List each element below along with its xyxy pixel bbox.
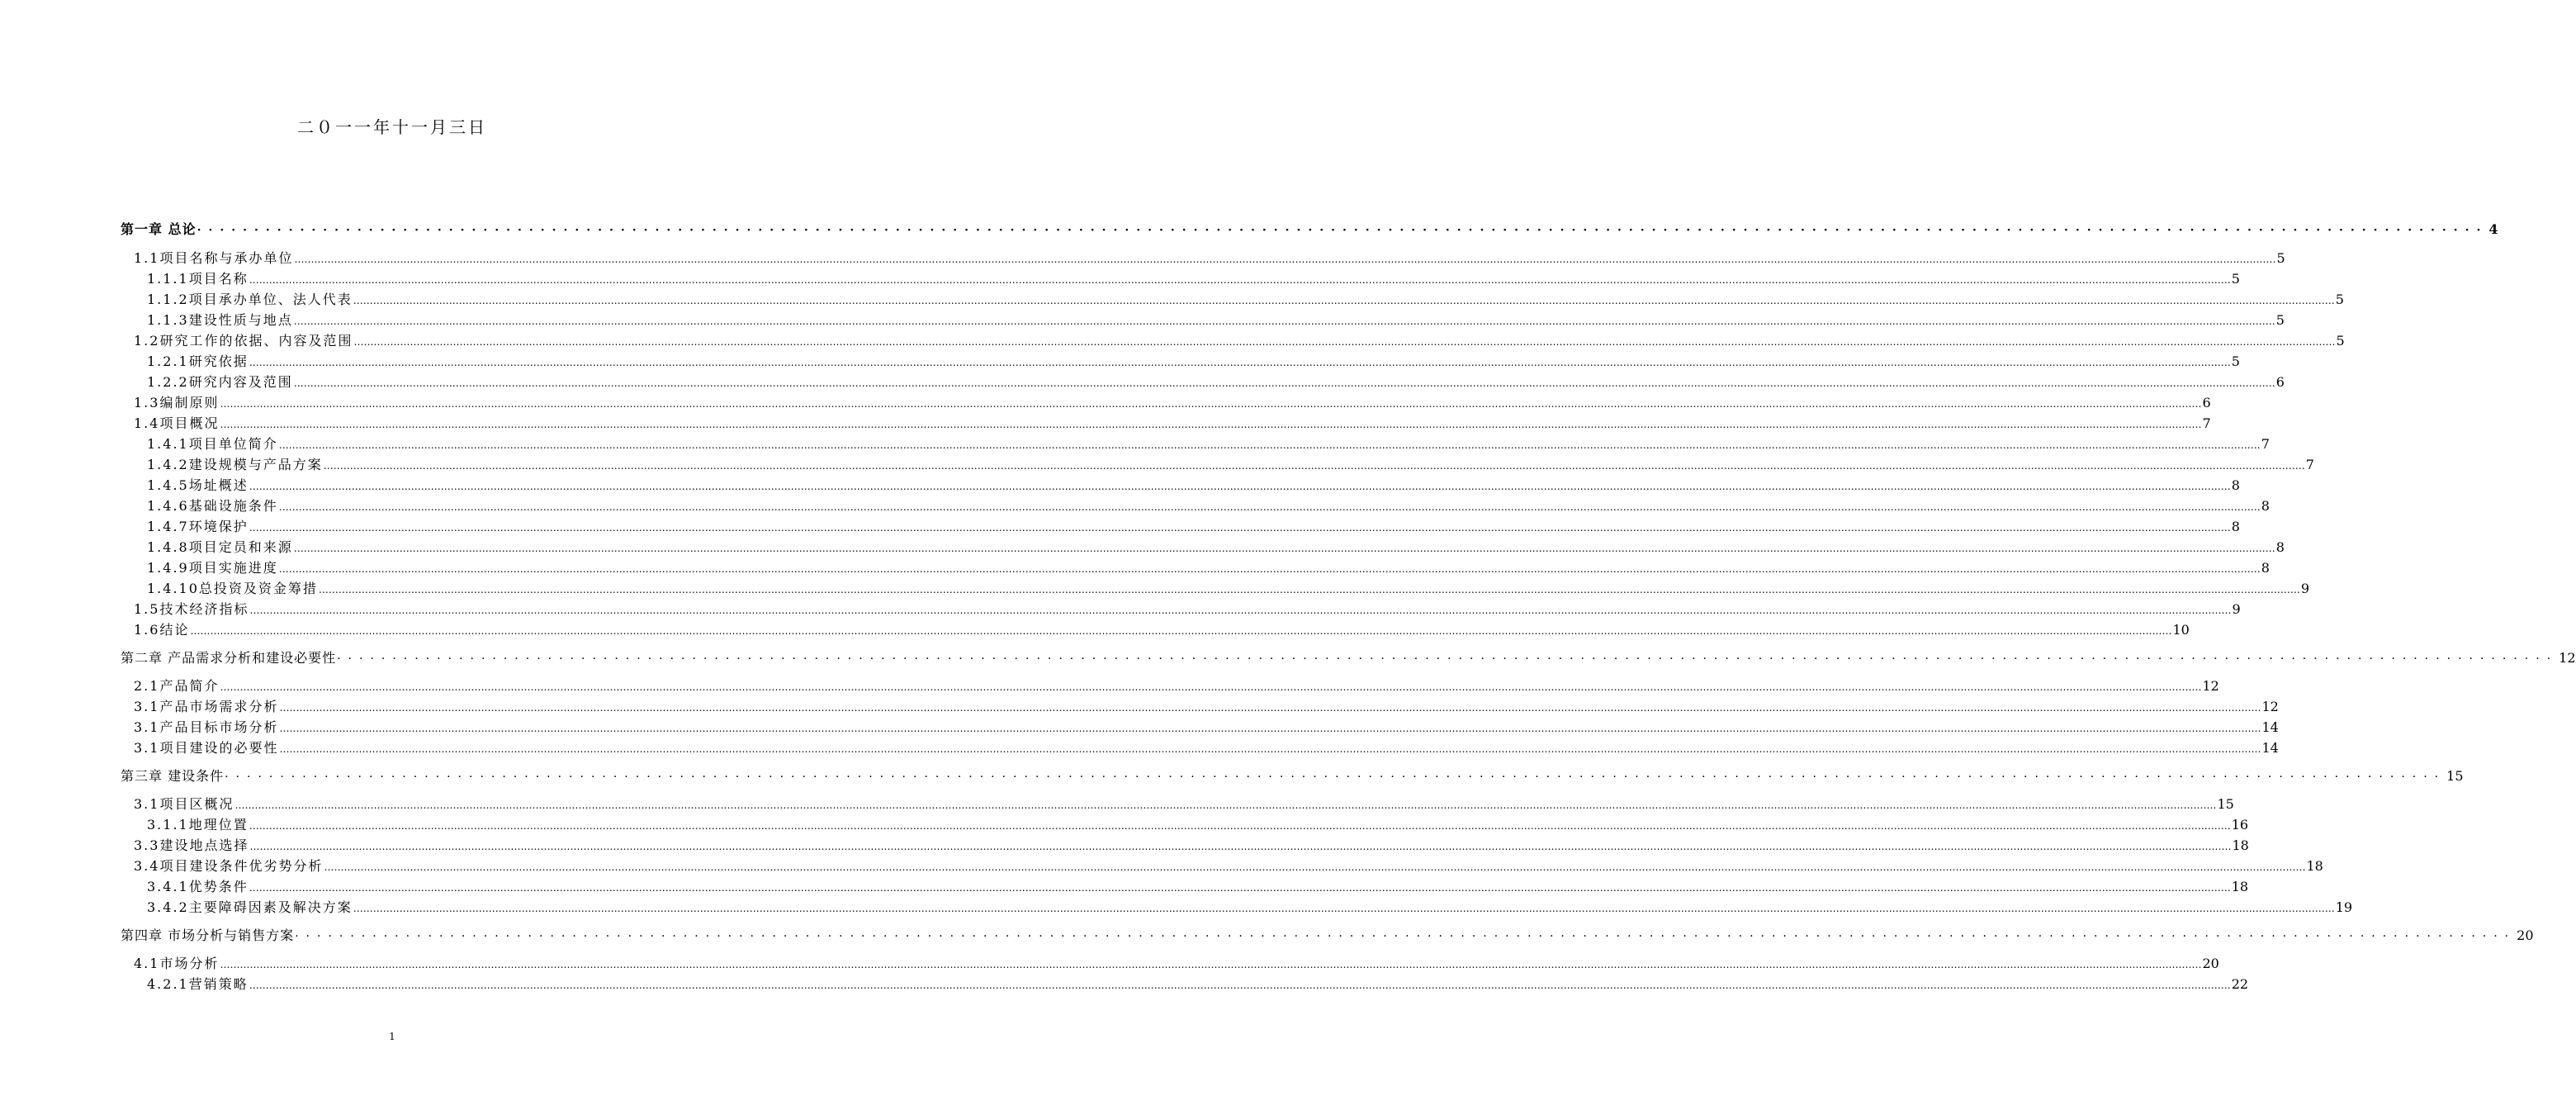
toc-leader-dots: …………………………………………………………………………………………………………………………………………………………………………………………………………………………………………………………………………………………………………………………………………………………………………………………………………………………………………………………………………………………………………………………………………………… bbox=[278, 439, 2261, 451]
toc-entry-row[interactable] bbox=[147, 581, 2310, 597]
toc-page-number: 8 bbox=[2261, 498, 2270, 514]
toc-entry-label: 1.4.10总投资及资金筹措 bbox=[147, 581, 318, 596]
toc-page-number: 5 bbox=[2276, 250, 2285, 266]
toc-leader-dots: …………………………………………………………………………………………………………………………………………………………………………………………………………………………………………………………………………………………………………………………………………………………………………………………………………………………………………………………………………………………………………………………………………………… bbox=[278, 501, 2261, 513]
report-date: 二０一一年十一月三日 bbox=[297, 117, 487, 137]
toc-entry-row[interactable] bbox=[134, 395, 2211, 411]
toc-page-number: 7 bbox=[2202, 415, 2211, 431]
toc-leader-dots: …………………………………………………………………………………………………………………………………………………………………………………………………………………………………………………………………………………………………………………………………………………………………………………………………………………………………………………………………………………………………………………………………………………… bbox=[293, 377, 2275, 389]
toc-leader-dots: …………………………………………………………………………………………………………………………………………………………………………………………………………………………………………………………………………………………………………………………………………………………………………………………………………………………………………………………………………………………………………………………………………………… bbox=[220, 681, 2202, 693]
toc-entry-label: 第三章 建设条件 bbox=[121, 768, 225, 784]
toc-entry-label: 1.4.7环境保护 bbox=[147, 519, 249, 534]
toc-entry-label: 3.1项目建设的必要性 bbox=[134, 740, 279, 756]
toc-entry-label: 1.4.1项目单位简介 bbox=[147, 436, 278, 452]
toc-entry-label: 4.1市场分析 bbox=[134, 956, 220, 971]
toc-entry-label: 3.3建设地点选择 bbox=[134, 837, 249, 853]
page-number: 1 bbox=[389, 1031, 395, 1042]
toc-leader-dots: …………………………………………………………………………………………………………………………………………………………………………………………………………………………………………………………………………………………………………………………………………………………………………………………………………………………………………………………………………………………………………………………………………………… bbox=[249, 481, 2231, 492]
toc-page-number: 8 bbox=[2231, 519, 2240, 534]
toc-page-number: 4 bbox=[2488, 221, 2498, 237]
toc-entry-label: 3.1产品目标市场分析 bbox=[134, 719, 279, 735]
toc-entry-row[interactable] bbox=[134, 699, 2279, 715]
toc-page-number: 12 bbox=[2261, 699, 2279, 714]
toc-leader-dots: …………………………………………………………………………………………………………………………………………………………………………………………………………………………………………………………………………………………………………………………………………………………………………………………………………………………………………………………………………………………………………………………………………………… bbox=[323, 460, 2305, 472]
toc-page-number: 5 bbox=[2231, 271, 2240, 287]
toc-entry-label: 3.4.1优势条件 bbox=[147, 879, 249, 894]
toc-entry-label: 1.5技术经济指标 bbox=[134, 601, 249, 617]
toc-page-number: 5 bbox=[2336, 333, 2345, 349]
toc-entry-row[interactable] bbox=[147, 817, 2249, 833]
toc-entry-row[interactable] bbox=[134, 956, 2219, 972]
toc-entry-label: 3.4.2主要障碍因素及解决方案 bbox=[147, 899, 353, 915]
toc-page-number: 14 bbox=[2261, 740, 2279, 756]
toc-leader-dots: …………………………………………………………………………………………………………………………………………………………………………………………………………………………………………………………………………………………………………………………………………………………………………………………………………………………………………………………………………………………………………………………………………………… bbox=[234, 799, 2217, 811]
toc-entry-row[interactable] bbox=[134, 678, 2219, 695]
toc-entry-label: 1.4.6基础设施条件 bbox=[147, 498, 278, 514]
toc-leader-dots: …………………………………………………………………………………………………………………………………………………………………………………………………………………………………………………………………………………………………………………………………………………………………………………………………………………………………………………………………………………………………………………………………………………… bbox=[190, 625, 2172, 637]
toc-leader-dots: ········································································································································································································ bbox=[337, 652, 2559, 666]
toc-entry-row[interactable] bbox=[147, 457, 2314, 473]
toc-page-number: 7 bbox=[2305, 457, 2314, 472]
toc-entry-label: 1.6结论 bbox=[134, 622, 190, 638]
toc-entry-row[interactable] bbox=[134, 415, 2211, 432]
toc-leader-dots: …………………………………………………………………………………………………………………………………………………………………………………………………………………………………………………………………………………………………………………………………………………………………………………………………………………………………………………………………………………………………………………………………………………… bbox=[220, 959, 2202, 970]
toc-entry-label: 3.4项目建设条件优劣势分析 bbox=[134, 858, 324, 874]
toc-leader-dots: …………………………………………………………………………………………………………………………………………………………………………………………………………………………………………………………………………………………………………………………………………………………………………………………………………………………………………………………………………………………………………………………………………………… bbox=[249, 522, 2231, 534]
toc-entry-label: 1.2研究工作的依据、内容及范围 bbox=[134, 333, 353, 349]
toc-entry-label: 2.1产品简介 bbox=[134, 678, 220, 694]
toc-entry-row[interactable] bbox=[147, 976, 2249, 993]
toc-entry-row[interactable] bbox=[134, 622, 2190, 638]
toc-page-number: 9 bbox=[2232, 601, 2241, 617]
toc-page-number: 8 bbox=[2261, 560, 2270, 576]
toc-page-number: 10 bbox=[2172, 622, 2190, 638]
toc-entry-row[interactable] bbox=[134, 858, 2323, 875]
toc-entry-label: 1.4项目概况 bbox=[134, 415, 220, 431]
toc-leader-dots: ········································································································································································································ bbox=[295, 930, 2517, 943]
toc-entry-label: 1.1.1项目名称 bbox=[147, 271, 249, 287]
toc-entry-row[interactable] bbox=[147, 292, 2344, 308]
toc-entry-row[interactable] bbox=[147, 519, 2240, 535]
toc-leader-dots: …………………………………………………………………………………………………………………………………………………………………………………………………………………………………………………………………………………………………………………………………………………………………………………………………………………………………………………………………………………………………………………………………………………… bbox=[249, 357, 2231, 368]
toc-entry-row[interactable] bbox=[147, 879, 2249, 895]
toc-page-number: 6 bbox=[2275, 374, 2285, 390]
toc-page-number: 8 bbox=[2231, 477, 2240, 493]
toc-leader-dots: …………………………………………………………………………………………………………………………………………………………………………………………………………………………………………………………………………………………………………………………………………………………………………………………………………………………………………………………………………………………………………………………………………………… bbox=[220, 419, 2202, 430]
toc-entry-label: 3.1产品市场需求分析 bbox=[134, 699, 279, 714]
toc-page-number: 7 bbox=[2261, 436, 2270, 452]
toc-entry-label: 1.4.5场址概述 bbox=[147, 477, 249, 493]
toc-leader-dots: …………………………………………………………………………………………………………………………………………………………………………………………………………………………………………………………………………………………………………………………………………………………………………………………………………………………………………………………………………………………………………………………………………………… bbox=[279, 702, 2261, 714]
toc-entry-row[interactable] bbox=[147, 477, 2240, 494]
toc-entry-row[interactable] bbox=[147, 312, 2285, 329]
toc-leader-dots: …………………………………………………………………………………………………………………………………………………………………………………………………………………………………………………………………………………………………………………………………………………………………………………………………………………………………………………………………………………………………………………………………………………… bbox=[249, 841, 2232, 852]
toc-leader-dots: …………………………………………………………………………………………………………………………………………………………………………………………………………………………………………………………………………………………………………………………………………………………………………………………………………………………………………………………………………………………………………………………………………………… bbox=[278, 563, 2261, 575]
toc-leader-dots: …………………………………………………………………………………………………………………………………………………………………………………………………………………………………………………………………………………………………………………………………………………………………………………………………………………………………………………………………………………………………………………………………………………… bbox=[279, 723, 2261, 734]
toc-entry-label: 1.4.9项目实施进度 bbox=[147, 560, 278, 576]
toc-entry-row[interactable] bbox=[147, 374, 2285, 391]
toc-leader-dots: …………………………………………………………………………………………………………………………………………………………………………………………………………………………………………………………………………………………………………………………………………………………………………………………………………………………………………………………………………………………………………………………………………………… bbox=[249, 820, 2231, 832]
toc-entry-row[interactable] bbox=[134, 837, 2249, 854]
toc-page-number: 8 bbox=[2275, 539, 2285, 555]
toc-entry-label: 1.1.2项目承办单位、法人代表 bbox=[147, 292, 353, 307]
toc-entry-row[interactable] bbox=[134, 796, 2234, 813]
toc-entry-row[interactable] bbox=[134, 719, 2279, 736]
toc-entry-label: 1.3编制原则 bbox=[134, 395, 220, 410]
toc-entry-row[interactable] bbox=[147, 539, 2285, 556]
toc-page-number: 12 bbox=[2202, 678, 2219, 694]
toc-page-number: 14 bbox=[2261, 719, 2279, 735]
toc-leader-dots: …………………………………………………………………………………………………………………………………………………………………………………………………………………………………………………………………………………………………………………………………………………………………………………………………………………………………………………………………………………………………………………………………………………… bbox=[249, 882, 2231, 894]
toc-leader-dots: …………………………………………………………………………………………………………………………………………………………………………………………………………………………………………………………………………………………………………………………………………………………………………………………………………………………………………………………………………………………………………………………………………………… bbox=[249, 980, 2231, 991]
toc-page-number: 5 bbox=[2275, 312, 2285, 328]
toc-entry-row[interactable] bbox=[134, 740, 2279, 757]
toc-leader-dots: ········································································································································································································ bbox=[197, 224, 2488, 237]
toc-chapter-row[interactable] bbox=[121, 221, 2498, 238]
toc-entry-row[interactable] bbox=[134, 250, 2285, 267]
toc-entry-row[interactable] bbox=[134, 333, 2345, 349]
toc-entry-row[interactable] bbox=[147, 271, 2240, 287]
toc-leader-dots: …………………………………………………………………………………………………………………………………………………………………………………………………………………………………………………………………………………………………………………………………………………………………………………………………………………………………………………………………………………………………………………………………………………… bbox=[293, 543, 2275, 554]
toc-page-number: 19 bbox=[2335, 899, 2353, 915]
toc-entry-row[interactable] bbox=[147, 353, 2240, 370]
toc-page-number: 22 bbox=[2231, 976, 2249, 992]
toc-page-number: 12 bbox=[2559, 650, 2576, 666]
toc-leader-dots: …………………………………………………………………………………………………………………………………………………………………………………………………………………………………………………………………………………………………………………………………………………………………………………………………………………………………………………………………………………………………………………………………………………… bbox=[353, 295, 2335, 306]
toc-page-number: 18 bbox=[2232, 837, 2249, 853]
toc-entry-label: 3.1项目区概况 bbox=[134, 796, 234, 812]
toc-leader-dots: …………………………………………………………………………………………………………………………………………………………………………………………………………………………………………………………………………………………………………………………………………………………………………………………………………………………………………………………………………………………………………………………………………………… bbox=[353, 336, 2336, 348]
toc-leader-dots: …………………………………………………………………………………………………………………………………………………………………………………………………………………………………………………………………………………………………………………………………………………………………………………………………………………………………………………………………………………………………………………………………………………… bbox=[220, 398, 2202, 410]
toc-leader-dots: ········································································································································································································ bbox=[225, 771, 2446, 784]
toc-entry-label: 1.1.3建设性质与地点 bbox=[147, 312, 293, 328]
toc-leader-dots: …………………………………………………………………………………………………………………………………………………………………………………………………………………………………………………………………………………………………………………………………………………………………………………………………………………………………………………………………………………………………………………………………………………… bbox=[249, 605, 2232, 616]
toc-entry-row[interactable] bbox=[147, 899, 2353, 916]
toc-chapter-row[interactable] bbox=[121, 650, 2576, 666]
toc-leader-dots: …………………………………………………………………………………………………………………………………………………………………………………………………………………………………………………………………………………………………………………………………………………………………………………………………………………………………………………………………………………………………………………………………………………… bbox=[318, 584, 2300, 595]
toc-page-number: 5 bbox=[2335, 292, 2344, 307]
toc-entry-row[interactable] bbox=[147, 436, 2270, 453]
toc-leader-dots: …………………………………………………………………………………………………………………………………………………………………………………………………………………………………………………………………………………………………………………………………………………………………………………………………………………………………………………………………………………………………………………………………………………… bbox=[249, 274, 2231, 286]
toc-leader-dots: …………………………………………………………………………………………………………………………………………………………………………………………………………………………………………………………………………………………………………………………………………………………………………………………………………………………………………………………………………………………………………………………………………………… bbox=[279, 743, 2261, 755]
toc-page-number: 15 bbox=[2217, 796, 2234, 812]
toc-entry-label: 1.2.2研究内容及范围 bbox=[147, 374, 293, 390]
toc-leader-dots: …………………………………………………………………………………………………………………………………………………………………………………………………………………………………………………………………………………………………………………………………………………………………………………………………………………………………………………………………………………………………………………………………………………… bbox=[324, 861, 2306, 873]
toc-entry-label: 1.4.2建设规模与产品方案 bbox=[147, 457, 323, 472]
toc-entry-label: 第四章 市场分析与销售方案 bbox=[121, 927, 295, 943]
toc-entry-label: 3.1.1地理位置 bbox=[147, 817, 249, 832]
toc-page-number: 6 bbox=[2202, 395, 2211, 410]
toc-page-number: 5 bbox=[2231, 353, 2240, 369]
toc-page-number: 18 bbox=[2231, 879, 2249, 894]
toc-leader-dots: …………………………………………………………………………………………………………………………………………………………………………………………………………………………………………………………………………………………………………………………………………………………………………………………………………………………………………………………………………………………………………………………………………………… bbox=[294, 254, 2276, 265]
toc-entry-label: 4.2.1营销策略 bbox=[147, 976, 249, 992]
toc-chapter-row[interactable] bbox=[121, 927, 2534, 944]
toc-entry-label: 1.1项目名称与承办单位 bbox=[134, 250, 294, 266]
toc-page-number: 15 bbox=[2446, 768, 2464, 784]
toc-entry-row[interactable] bbox=[134, 601, 2241, 618]
toc-entry-row[interactable] bbox=[147, 498, 2270, 515]
toc-entry-label: 1.2.1研究依据 bbox=[147, 353, 249, 369]
toc-chapter-row[interactable] bbox=[121, 768, 2464, 785]
toc-entry-row[interactable] bbox=[147, 560, 2270, 576]
toc-leader-dots: …………………………………………………………………………………………………………………………………………………………………………………………………………………………………………………………………………………………………………………………………………………………………………………………………………………………………………………………………………………………………………………………………………………… bbox=[353, 903, 2335, 914]
toc-entry-label: 第二章 产品需求分析和建设必要性 bbox=[121, 650, 337, 666]
toc-page-number: 18 bbox=[2306, 858, 2323, 874]
toc-entry-label: 1.4.8项目定员和来源 bbox=[147, 539, 293, 555]
toc-leader-dots: …………………………………………………………………………………………………………………………………………………………………………………………………………………………………………………………………………………………………………………………………………………………………………………………………………………………………………………………………………………………………………………………………………………… bbox=[293, 315, 2275, 327]
toc-page-number: 16 bbox=[2231, 817, 2249, 832]
toc-entry-label: 第一章 总论 bbox=[121, 221, 197, 237]
toc-page-number: 9 bbox=[2300, 581, 2310, 596]
toc-page-number: 20 bbox=[2517, 927, 2534, 943]
toc-page-number: 20 bbox=[2202, 956, 2219, 971]
